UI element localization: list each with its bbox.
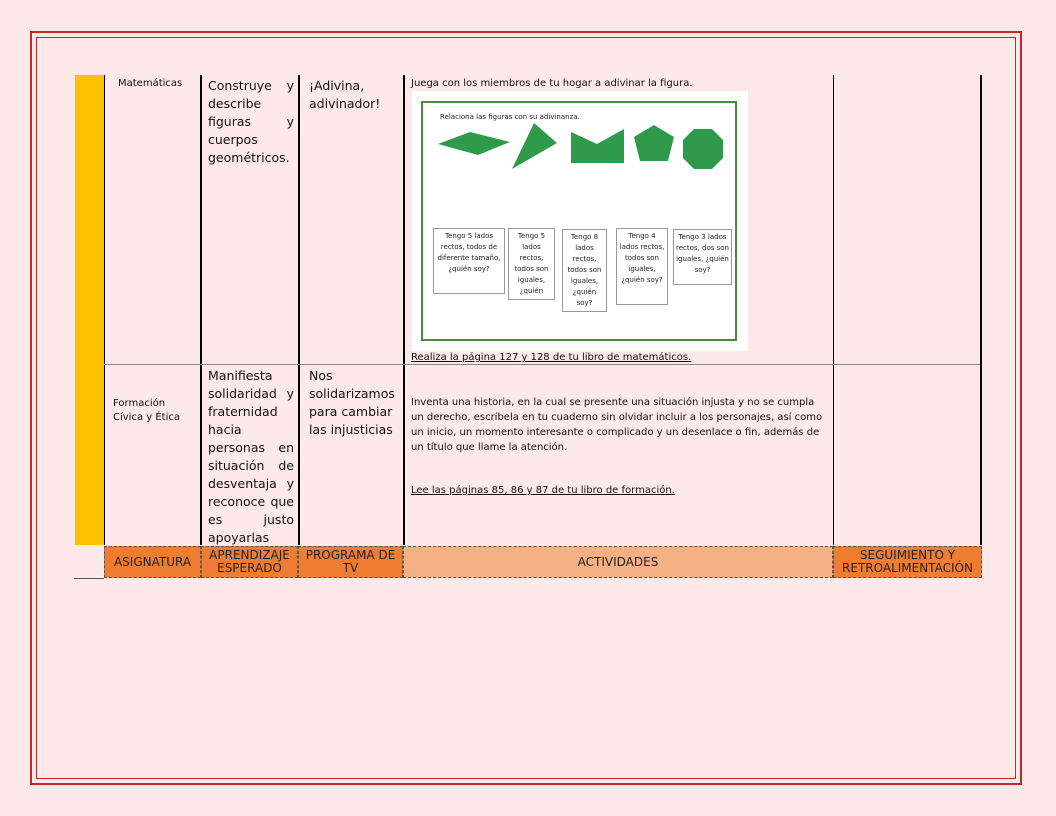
riddle-card: Tengo 4 lados rectos, todos son iguales, ¿quién soy? [616,228,668,305]
header-feedback: SEGUIMIENTO Y RETROALIMENTACIÓN [833,546,982,578]
col-divider [403,75,405,545]
col-divider [980,75,982,545]
triangle-shape [512,123,557,169]
octagon-shape [683,129,723,169]
col-divider [298,75,300,545]
shapes-figure [412,91,748,351]
header-program: PROGRAMA DE TV [298,546,403,578]
learning-civics: Manifiesta solidaridad y fraternidad hacia personas en situación de desventaja y reconoce que es justo apoyarlas [208,368,294,545]
activity-math-link[interactable]: Realiza la página 127 y 128 de tu libro de matemáticos. [411,352,692,363]
activity-civics-text: Inventa una historia, en la cual se presente una situación injusta y no se cumpla un derecho, escríbela en tu cuaderno sin olvidar incluir a los personajes, así como un inicio, un momento interesante o complicado y un desenlace o fin, además de un título que llame la atención. [411,397,823,453]
learning-math: Construye y describe figuras y cuerpos geométricos. [208,78,294,165]
riddle-card: Tengo 5 lados rectos, todos son iguales, ¿quién [508,228,555,300]
program-civics: Nos solidarizamos para cambiar las injusticias [309,368,395,437]
shapes-svg [412,91,748,211]
header-subject: ASIGNATURA [104,546,201,578]
activity-civics-link[interactable]: Lee las páginas 85, 86 y 87 de tu libro de formación. [411,485,675,496]
riddle-card: Tengo 5 lados rectos, todos de diferente tamaño, ¿quién soy? [433,228,505,294]
pentagon-shape [634,125,674,161]
row-divider [74,578,104,579]
irregular-pentagon-shape [571,129,624,163]
header-learning: APRENDIZAJE ESPERADO [201,546,298,578]
col-divider [200,75,202,545]
figure-title: Relaciona las figuras con su adivinanza. [440,113,580,121]
col-divider [104,75,105,545]
program-math: ¡Adivina, adivinador! [309,78,381,111]
subject-civics: Formación Cívica y Ética [113,398,181,423]
rhombus-shape [438,132,510,155]
activity-math-intro: Juega con los miembros de tu hogar a adivinar la figura. [411,78,693,89]
header-activities: ACTIVIDADES [403,546,833,578]
riddle-card: Tengo 3 lados rectos, dos son iguales, ¿quién soy? [673,229,732,285]
riddle-card: Tengo 8 lados rectos, todos son iguales, ¿quién soy? [562,229,607,312]
subject-math: Matemáticas [118,78,183,89]
col-divider [833,75,834,545]
yellow-column [75,75,105,545]
